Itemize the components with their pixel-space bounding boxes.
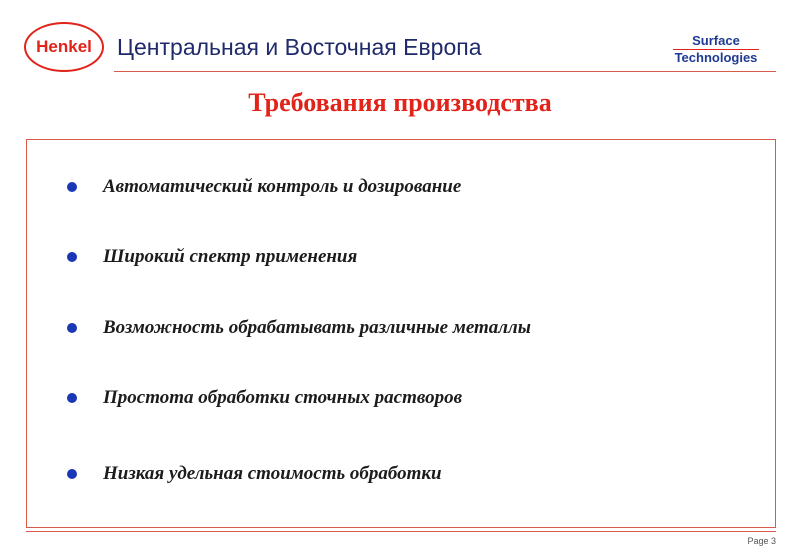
bullet-dot-icon <box>67 323 77 333</box>
bullet-dot-icon <box>67 393 77 403</box>
bullet-text: Простота обработки сточных растворов <box>103 387 463 408</box>
bullet-item <box>67 242 357 272</box>
bullet-item <box>67 459 442 489</box>
bullet-text: Автоматический контроль и дозирование <box>103 176 462 197</box>
surface-technologies-logo <box>655 33 777 65</box>
bullet-text: Широкий спектр применения <box>103 246 358 267</box>
page-number: Page 3 <box>747 536 776 546</box>
content-box <box>26 139 776 528</box>
brand-line-2: Technologies <box>674 50 758 65</box>
brand-line-1: Surface <box>673 33 759 50</box>
bullet-text: Возможность обрабатывать различные металлы <box>103 317 531 338</box>
henkel-logo-text: Henkel <box>36 37 92 56</box>
henkel-logo <box>24 22 104 72</box>
bullet-dot-icon <box>67 182 77 192</box>
bullet-dot-icon <box>67 469 77 479</box>
bullet-item <box>67 172 461 202</box>
header-divider <box>114 71 776 72</box>
bullet-text: Низкая удельная стоимость обработки <box>103 463 442 484</box>
region-title: Центральная и Восточная Европа <box>117 34 482 60</box>
slide-title: Требования производства <box>248 88 552 117</box>
bullet-dot-icon <box>67 252 77 262</box>
bullet-item <box>67 383 462 413</box>
footer-divider <box>26 531 776 532</box>
bullet-item <box>67 313 531 343</box>
